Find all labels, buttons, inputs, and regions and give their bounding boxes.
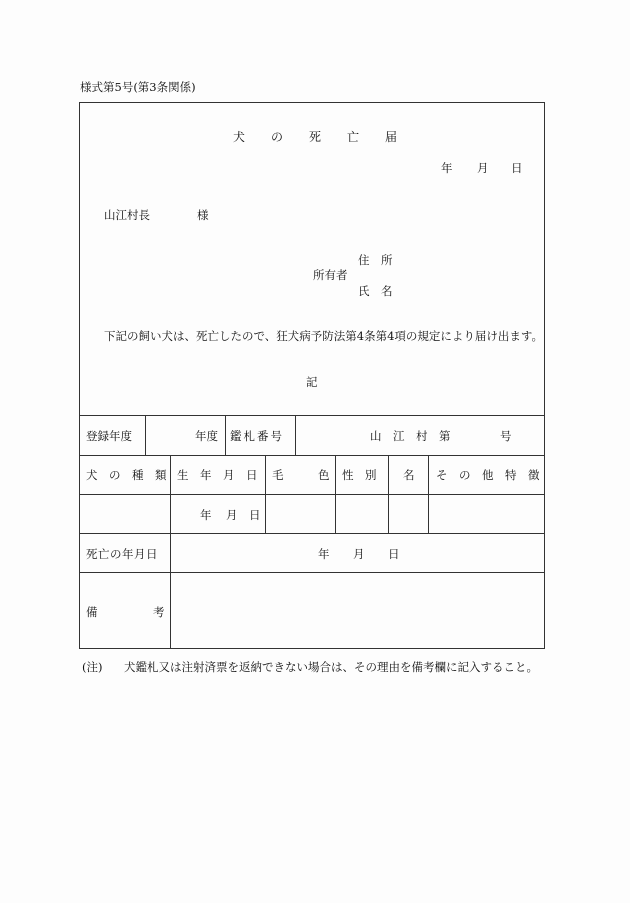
header-features: そ の 他 特 徴 xyxy=(436,468,540,482)
table-rule xyxy=(145,415,146,455)
header-color: 色 xyxy=(318,468,330,482)
addressee-name: 山江村長 xyxy=(104,208,150,222)
table-rule xyxy=(79,494,545,495)
header-birthdate: 生 年 月 日 xyxy=(177,468,258,482)
header-coat: 毛 xyxy=(272,468,284,482)
owner-name-label: 氏 名 xyxy=(358,284,393,298)
birth-day: 日 xyxy=(249,508,261,522)
tag-number-unit: 号 xyxy=(500,429,512,443)
birth-month: 月 xyxy=(226,508,238,522)
table-rule xyxy=(225,415,226,455)
statement-text: 下記の飼い犬は、死亡したので、狂犬病予防法第4条第4項の規定により届け出ます。 xyxy=(104,329,543,343)
table-rule xyxy=(79,455,545,456)
addressee-honorific: 様 xyxy=(197,208,209,222)
document-title: 犬の死亡届 xyxy=(232,130,423,144)
tag-number-label: 鑑札番号 xyxy=(230,429,284,443)
table-rule xyxy=(170,533,171,649)
header-name: 名 xyxy=(403,468,415,482)
death-day: 日 xyxy=(388,547,400,561)
note-text: 犬鑑札又は注射済票を返納できない場合は、その理由を備考欄に記入すること。 xyxy=(124,660,538,674)
death-month: 月 xyxy=(353,547,365,561)
death-year: 年 xyxy=(318,547,330,561)
table-rule xyxy=(170,455,171,533)
death-date-label: 死亡の年月日 xyxy=(86,547,158,561)
remarks-label-right: 考 xyxy=(153,605,165,619)
form-number-label: 様式第5号(第3条関係) xyxy=(80,80,196,94)
table-rule xyxy=(79,572,545,573)
date-month: 月 xyxy=(477,161,489,175)
table-rule xyxy=(335,455,336,533)
table-rule xyxy=(79,533,545,534)
birth-year: 年 xyxy=(200,508,212,522)
ki-label: 記 xyxy=(306,375,318,389)
table-rule xyxy=(79,415,545,416)
table-rule xyxy=(265,455,266,533)
remarks-label-left: 備 xyxy=(86,605,98,619)
header-sex: 性 別 xyxy=(342,468,377,482)
owner-address-label: 住 所 xyxy=(358,253,393,267)
table-rule xyxy=(428,455,429,533)
note-label: (注) xyxy=(82,660,103,674)
tag-number-prefix: 山 江 村 第 xyxy=(370,429,451,443)
registration-year-unit: 年度 xyxy=(195,429,218,443)
date-day: 日 xyxy=(511,161,523,175)
date-year: 年 xyxy=(441,161,453,175)
owner-label: 所有者 xyxy=(313,268,348,282)
table-rule xyxy=(388,455,389,533)
registration-year-label: 登録年度 xyxy=(86,429,132,443)
header-breed: 犬 の 種 類 xyxy=(86,468,167,482)
table-rule xyxy=(295,415,296,455)
